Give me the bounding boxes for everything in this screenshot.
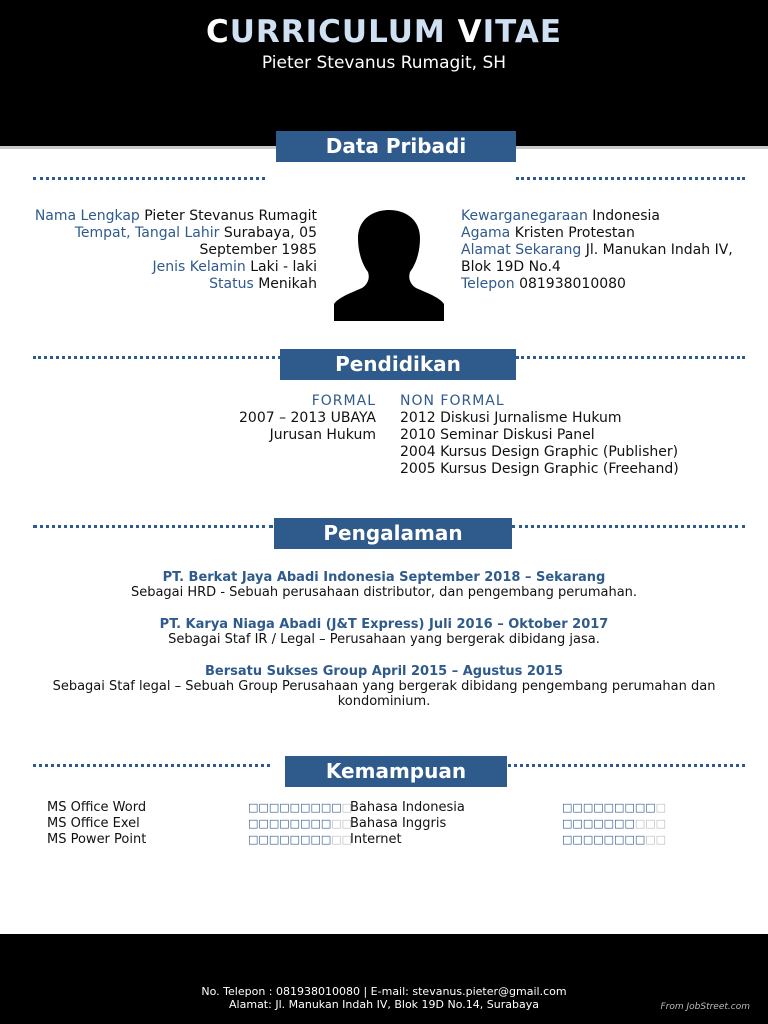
section-heading-personal: Data Pribadi [276,131,516,162]
education-formal [150,393,376,444]
divider [33,525,273,528]
experience-item [30,664,738,709]
document-title: CURRICULUM VITAE [205,14,563,50]
skill-rating: □ □ □ □ □ □ □ □ □ □ [562,833,667,846]
field-full-name: Nama Lengkap Pieter Stevanus Rumagit [34,208,317,224]
education-nonformal [400,393,745,478]
footer-line: Alamat: Jl. Manukan Indah IV, Blok 19D No.14, Surabaya [229,998,539,1011]
experience-desc: Sebagai Staf IR / Legal – Perusahaan yang bergerak dibidang jasa. [168,632,600,647]
profile-silhouette-icon [334,208,444,321]
skill-rating: □ □ □ □ □ □ □ □ □ □ [248,833,353,846]
section-heading-skills: Kemampuan [285,756,507,787]
experience-title: PT. Karya Niaga Abadi (J&T Express) Juli 2016 – Oktober 2017 [159,617,609,632]
divider [33,356,281,359]
skill-name: MS Office Exel [47,816,140,831]
experience-desc: Sebagai HRD - Sebuah perusahaan distributor, dan pengembang perumahan. [130,585,638,600]
experience-title: PT. Berkat Jaya Abadi Indonesia September 2018 – Sekarang [162,570,606,585]
list-item: Jurusan Hukum [269,427,376,443]
list-item: 2012 Diskusi Jurnalisme Hukum [400,410,622,426]
skill-name: Bahasa Inggris [350,816,447,831]
divider [516,177,745,180]
footer-contact [0,985,768,1011]
field-citizenship: Kewarganegaraan Indonesia [461,208,660,224]
skills-left-names [47,800,146,848]
footer-line: No. Telepon : 081938010080 | E-mail: stevanus.pieter@gmail.com [201,985,567,998]
field-gender: Jenis Kelamin Laki - laki [152,259,317,275]
field-religion: Agama Kristen Protestan [461,225,635,241]
field-status: Status Menikah [209,276,317,292]
divider [33,764,270,767]
list-item: 2010 Seminar Diskusi Panel [400,427,595,443]
list-item: 2004 Kursus Design Graphic (Publisher) [400,444,679,460]
divider [508,764,745,767]
experience-item [30,617,738,647]
candidate-name: Pieter Stevanus Rumagit, SH [261,53,507,73]
skill-name: Internet [350,832,402,847]
skills-right-names [350,800,465,848]
divider [512,525,745,528]
skill-name: Bahasa Indonesia [350,800,465,815]
section-heading-education: Pendidikan [280,349,516,380]
list-item: 2005 Kursus Design Graphic (Freehand) [400,461,679,477]
skill-name: MS Office Word [47,800,147,815]
header-band [0,0,768,146]
formal-heading: FORMAL [311,393,376,409]
field-birth: Tempat, Tangal Lahir Surabaya, 05 September 1985 [74,225,317,258]
personal-right-column [461,208,751,293]
field-address: Alamat Sekarang Jl. Manukan Indah IV, Blok 19D No.4 [461,242,733,275]
experience-title: Bersatu Sukses Group April 2015 – Agustus 2015 [204,664,564,679]
personal-left-column [30,208,317,293]
experience-item [30,570,738,600]
divider [33,177,265,180]
skill-rating: □ □ □ □ □ □ □ □ □ □ [562,801,667,814]
list-item: 2007 – 2013 UBAYA [239,410,376,426]
skill-rating: □ □ □ □ □ □ □ □ □ □ [248,801,353,814]
experience-desc: Sebagai Staf legal – Sebuah Group Perusahaan yang bergerak dibidang pengembang perumahan dan kondominium. [52,679,716,709]
section-heading-experience: Pengalaman [274,518,512,549]
skills-right-ratings [562,800,666,848]
nonformal-heading: NON FORMAL [400,393,505,409]
field-phone: Telepon 081938010080 [461,276,626,292]
footer-credit: From JobStreet.com [660,1002,750,1012]
skill-rating: □ □ □ □ □ □ □ □ □ □ [562,817,667,830]
footer-band [0,934,768,1024]
divider [516,356,745,359]
skill-rating: □ □ □ □ □ □ □ □ □ □ [248,817,353,830]
skill-name: MS Power Point [47,832,147,847]
skills-left-ratings [248,800,352,848]
